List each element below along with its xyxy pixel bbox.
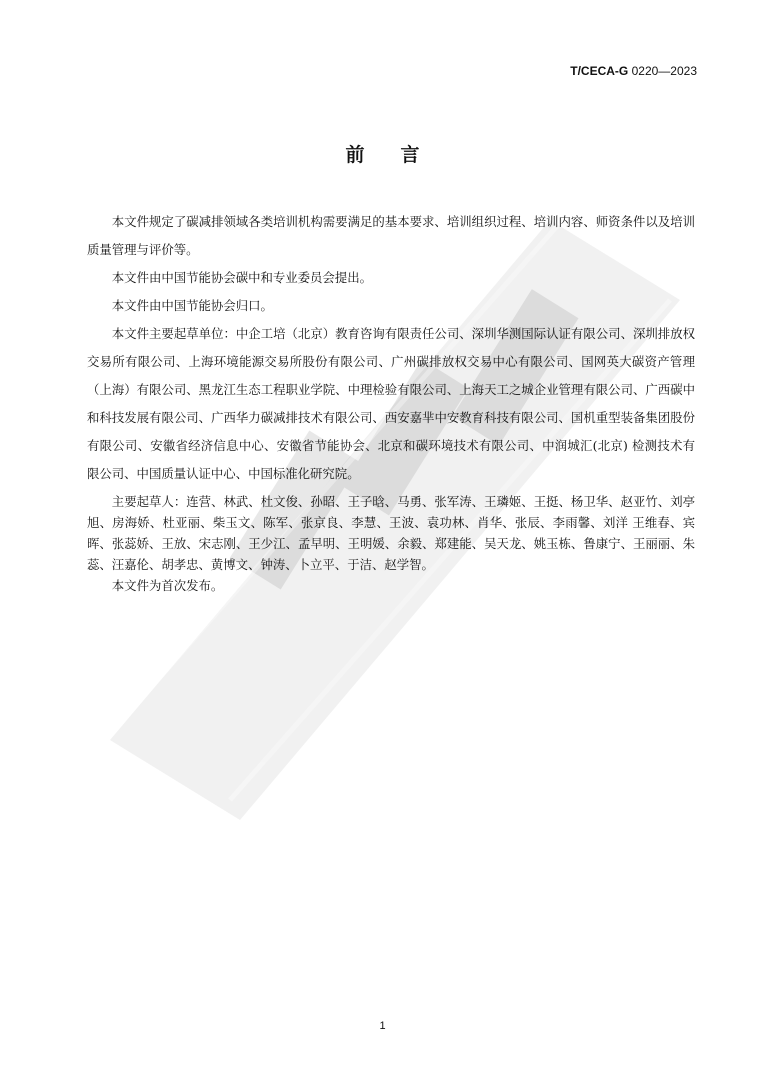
owner-paragraph: 本文件由中国节能协会归口。 — [111, 298, 273, 313]
proposer-paragraph: 本文件由中国节能协会碳中和专业委员会提出。 — [111, 270, 372, 285]
first-release-paragraph: 本文件为首次发布。 — [111, 578, 224, 593]
page-title: 前 言 — [345, 144, 420, 166]
drafting-units-paragraph: 本文件主要起草单位：中企工培（北京）教育咨询有限责任公司、深圳华测国际认证有限公司、深圳排放权交易所有限公司、上海环境能源交易所股份有限公司、广州碳排放权交易中心有限公司、国网英大碳资产管理（上海）有限公司、黑龙江生态工程职业学院、中理检验有限公司、上海天工之城企业管理有限公司、广西碳中和科技发展有限公司、广西华力碳减排技术有限公司、西安嘉芈中安教育科技有限公司、国机重型装备集团股份有限公司、安徽省经济信息中心、安徽省节能协会、北京和碳环境技术有限公司、中润城汇(北京) 检测技术有限公司、中国质量认证中心、中国标准化研究院。 — [87, 326, 695, 481]
page-number: 1 — [379, 1020, 386, 1032]
drafters-paragraph: 主要起草人：连营、林武、杜文俊、孙昭、王子晗、马勇、张军涛、王璘姬、王挺、杨卫华、赵亚竹、刘亭旭、房海娇、杜亚丽、柴玉文、陈军、张京良、李慧、王波、袁功林、肖华、张辰、李雨馨、刘洋 王维春、宾晖、张蕊娇、王放、宋志刚、王少江、孟早明、王明媛、余毅、郑建能、吴天龙、姚玉栋、鲁康宁、王丽丽、朱蕊、汪嘉伦、胡孝忠、黄博文、钟涛、卜立平、于洁、赵学智。 — [87, 494, 695, 572]
foreword-body — [87, 208, 695, 596]
scope-paragraph: 本文件规定了碳减排领域各类培训机构需要满足的基本要求、培训组织过程、培训内容、师资条件以及培训质量管理与评价等。 — [87, 214, 695, 257]
document-code: T/CECA-G 0220—2023 — [570, 64, 697, 78]
